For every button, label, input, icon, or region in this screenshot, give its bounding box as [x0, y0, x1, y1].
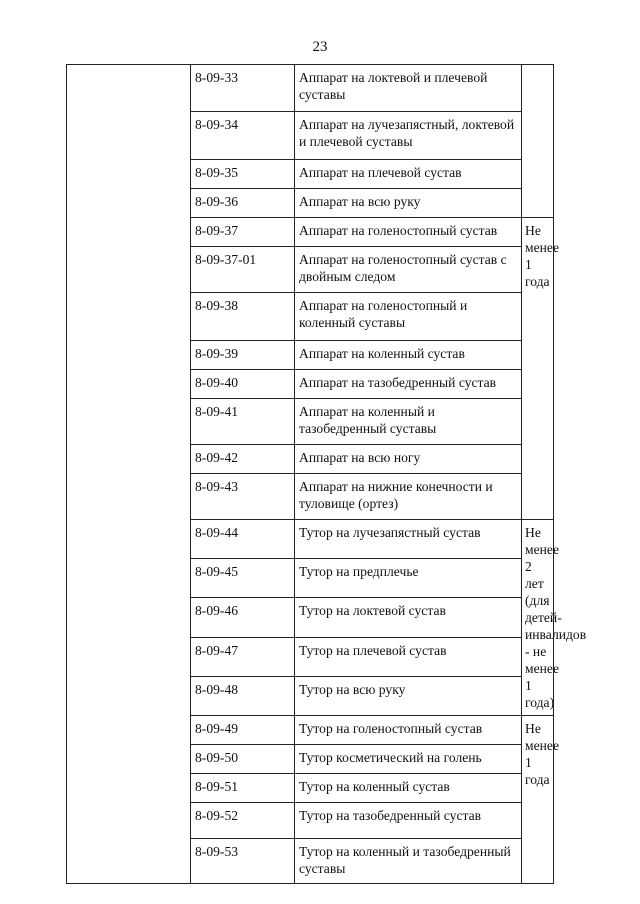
item-code-cell: 8-09-34	[191, 112, 295, 160]
usage-period-cell	[522, 65, 554, 218]
item-name-cell: Тутор на коленный и тазобедренный суставы	[295, 839, 522, 884]
item-name-cell: Аппарат на коленный сустав	[295, 341, 522, 370]
item-code-cell: 8-09-41	[191, 399, 295, 445]
item-code-cell: 8-09-37-01	[191, 247, 295, 293]
item-name-cell: Аппарат на плечевой сустав	[295, 160, 522, 189]
item-name-cell: Аппарат на нижние конечности и туловище (ортез)	[295, 474, 522, 520]
category-cell	[67, 65, 191, 884]
item-code-cell: 8-09-53	[191, 839, 295, 884]
item-name-cell: Аппарат на локтевой и плечевой суставы	[295, 65, 522, 112]
medical-devices-table	[66, 64, 587, 884]
item-code-cell: 8-09-39	[191, 341, 295, 370]
item-name-cell: Аппарат на коленный и тазобедренный суставы	[295, 399, 522, 445]
item-name-cell: Тутор на предплечье	[295, 559, 522, 598]
item-name-cell: Аппарат на голеностопный сустав	[295, 218, 522, 247]
item-code-cell: 8-09-44	[191, 520, 295, 559]
item-code-cell: 8-09-37	[191, 218, 295, 247]
item-name-cell: Тутор на тазобедренный сустав	[295, 803, 522, 839]
item-code-cell: 8-09-33	[191, 65, 295, 112]
usage-period-cell: Не менее 1 года	[522, 716, 554, 884]
item-code-cell: 8-09-46	[191, 598, 295, 637]
item-code-cell: 8-09-48	[191, 676, 295, 715]
item-name-cell: Тутор косметический на голень	[295, 745, 522, 774]
item-name-cell: Тутор на локтевой сустав	[295, 598, 522, 637]
page-number: 23	[312, 39, 328, 55]
item-name-cell: Тутор на всю руку	[295, 676, 522, 715]
item-name-cell: Тутор на лучезапястный сустав	[295, 520, 522, 559]
table-body	[67, 65, 587, 884]
item-code-cell: 8-09-35	[191, 160, 295, 189]
item-code-cell: 8-09-49	[191, 716, 295, 745]
item-code-cell: 8-09-36	[191, 189, 295, 218]
item-name-cell: Аппарат на тазобедренный сустав	[295, 370, 522, 399]
item-name-cell: Тутор на плечевой сустав	[295, 637, 522, 676]
item-code-cell: 8-09-45	[191, 559, 295, 598]
item-code-cell: 8-09-47	[191, 637, 295, 676]
item-name-cell: Аппарат на голеностопный и коленный суставы	[295, 293, 522, 341]
item-name-cell: Аппарат на всю руку	[295, 189, 522, 218]
item-code-cell: 8-09-52	[191, 803, 295, 839]
usage-period-cell: Не менее 1 года	[522, 218, 554, 520]
item-code-cell: 8-09-38	[191, 293, 295, 341]
item-name-cell: Тутор на голеностопный сустав	[295, 716, 522, 745]
item-code-cell: 8-09-51	[191, 774, 295, 803]
item-name-cell: Тутор на коленный сустав	[295, 774, 522, 803]
item-name-cell: Аппарат на всю ногу	[295, 445, 522, 474]
usage-period-cell: Не менее 2 лет (для детей-инвалидов - не менее 1 года)	[522, 520, 554, 716]
item-code-cell: 8-09-40	[191, 370, 295, 399]
item-code-cell: 8-09-42	[191, 445, 295, 474]
table-row	[67, 65, 554, 112]
item-code-cell: 8-09-43	[191, 474, 295, 520]
item-name-cell: Аппарат на лучезапястный, локтевой и плечевой суставы	[295, 112, 522, 160]
item-code-cell: 8-09-50	[191, 745, 295, 774]
item-name-cell: Аппарат на голеностопный сустав с двойным следом	[295, 247, 522, 293]
